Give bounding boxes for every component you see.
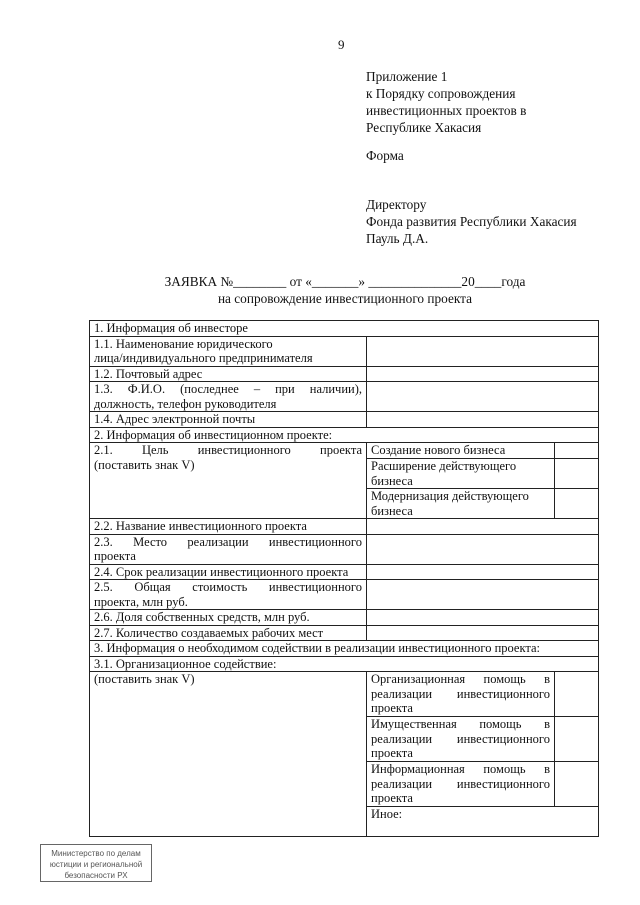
option-label-line: Модернизация действующего	[371, 489, 529, 503]
field-label-line: 2.3. Место реализации инвестиционного	[94, 534, 362, 549]
section-row	[90, 321, 599, 337]
option-label-line: реализации инвестиционного	[371, 686, 550, 701]
section-heading: 2. Информация об инвестиционном проекте:	[90, 427, 599, 443]
title-line-2: на сопровождение инвестиционного проекта	[217, 291, 473, 306]
addressee-line: Пауль Д.А.	[366, 231, 429, 246]
table-row	[90, 336, 599, 366]
section-row	[90, 427, 599, 443]
field-label	[90, 580, 367, 610]
option-label-line: реализации инвестиционного	[371, 731, 550, 746]
option-label	[367, 489, 555, 519]
table-row	[90, 366, 599, 382]
option-label	[367, 672, 555, 717]
field-label	[90, 336, 367, 366]
table-row	[90, 519, 599, 535]
table-row	[90, 534, 599, 564]
appendix-line: инвестиционных проектов в	[366, 103, 527, 118]
checkbox-cell[interactable]	[555, 762, 599, 807]
appendix-header	[366, 68, 526, 136]
option-label-line: Расширение действующего	[371, 459, 517, 473]
appendix-line: Республике Хакасия	[366, 120, 482, 135]
field-label-line: 2.1. Цель инвестиционного проекта	[94, 443, 362, 457]
director-info-field[interactable]	[367, 382, 599, 412]
table-row	[90, 672, 599, 717]
option-label-line: реализации инвестиционного	[371, 776, 550, 791]
option-label-line: проекта	[371, 791, 413, 805]
option-label-line: Информационная помощь в	[371, 762, 550, 776]
option-label	[367, 762, 555, 807]
postal-address-field[interactable]	[367, 366, 599, 382]
email-field[interactable]	[367, 412, 599, 428]
project-location-field[interactable]	[367, 534, 599, 564]
field-label	[90, 443, 367, 519]
option-label	[367, 717, 555, 762]
table-row	[90, 412, 599, 428]
table-row	[90, 580, 599, 610]
field-label	[90, 382, 367, 412]
addressee-line: Фонда развития Республики Хакасия	[366, 214, 577, 229]
other-field[interactable]	[367, 807, 599, 837]
checkbox-cell[interactable]	[555, 459, 599, 489]
checkbox-cell[interactable]	[555, 717, 599, 762]
addressee-line: Директору	[366, 197, 427, 212]
option-label-line: проекта	[371, 701, 413, 715]
investor-name-field[interactable]	[367, 336, 599, 366]
jobs-count-field[interactable]	[367, 625, 599, 641]
own-funds-field[interactable]	[367, 610, 599, 626]
table-row	[90, 443, 599, 459]
field-label: 2.4. Срок реализации инвестиционного проекта	[90, 564, 367, 580]
option-label-line: Имущественная помощь в	[371, 717, 550, 731]
option-label-line: проекта	[371, 746, 413, 760]
field-label-line: 2.5. Общая стоимость инвестиционного	[94, 580, 362, 594]
field-label: 1.4. Адрес электронной почты	[90, 412, 367, 428]
subsection-heading: 3.1. Организационное содействие:	[90, 656, 599, 672]
stamp-line: безопасности РХ	[64, 871, 128, 880]
field-label: 2.6. Доля собственных средств, млн руб.	[90, 610, 367, 626]
project-cost-field[interactable]	[367, 580, 599, 610]
appendix-line: к Порядку сопровождения	[366, 86, 516, 101]
stamp-line: Министерство по делам	[51, 849, 141, 858]
field-label-line: проекта	[94, 549, 136, 563]
checkbox-cell[interactable]	[555, 443, 599, 459]
field-label-line: (поставить знак V)	[94, 457, 195, 472]
page-number: 9	[338, 37, 345, 52]
stamp-line: юстиции и региональной	[49, 860, 143, 869]
document-title	[90, 273, 600, 307]
field-label-line: лица/индивидуального предпринимателя	[94, 351, 313, 365]
section-row	[90, 656, 599, 672]
project-term-field[interactable]	[367, 564, 599, 580]
appendix-line: Приложение 1	[366, 69, 448, 84]
table-row	[90, 610, 599, 626]
option-label-line: Организационная помощь в	[371, 672, 550, 686]
checkbox-cell[interactable]	[555, 672, 599, 717]
table-row	[90, 382, 599, 412]
field-label: 2.7. Количество создаваемых рабочих мест	[90, 625, 367, 641]
field-label	[90, 534, 367, 564]
section-heading: 3. Информация о необходимом содействии в реализации инвестиционного проекта:	[90, 641, 599, 657]
option-label-line: бизнеса	[371, 503, 413, 518]
other-label: Иное:	[371, 807, 403, 821]
application-form-table	[89, 320, 599, 837]
table-row	[90, 564, 599, 580]
title-line-1: ЗАЯВКА №________ от «_______» ______________20____года	[164, 274, 526, 289]
checkbox-cell[interactable]	[555, 489, 599, 519]
field-label: (поставить знак V)	[90, 672, 367, 837]
option-label-line: Создание нового бизнеса	[371, 443, 506, 457]
section-heading: 1. Информация об инвесторе	[90, 321, 599, 337]
field-label: 1.2. Почтовый адрес	[90, 366, 367, 382]
field-label-line: проекта, млн руб.	[94, 594, 188, 609]
field-label: 2.2. Название инвестиционного проекта	[90, 519, 367, 535]
project-name-field[interactable]	[367, 519, 599, 535]
option-label	[367, 459, 555, 489]
form-label: Форма	[366, 148, 404, 163]
table-row	[90, 625, 599, 641]
option-label-line: бизнеса	[371, 473, 413, 488]
registration-stamp	[40, 844, 152, 882]
section-row	[90, 641, 599, 657]
option-label	[367, 443, 555, 459]
field-label-line: 1.1. Наименование юридического	[94, 336, 273, 351]
addressee-block	[366, 196, 577, 247]
field-label-line: 1.3. Ф.И.О. (последнее – при наличии),	[94, 382, 362, 396]
field-label-line: должность, телефон руководителя	[94, 396, 277, 411]
